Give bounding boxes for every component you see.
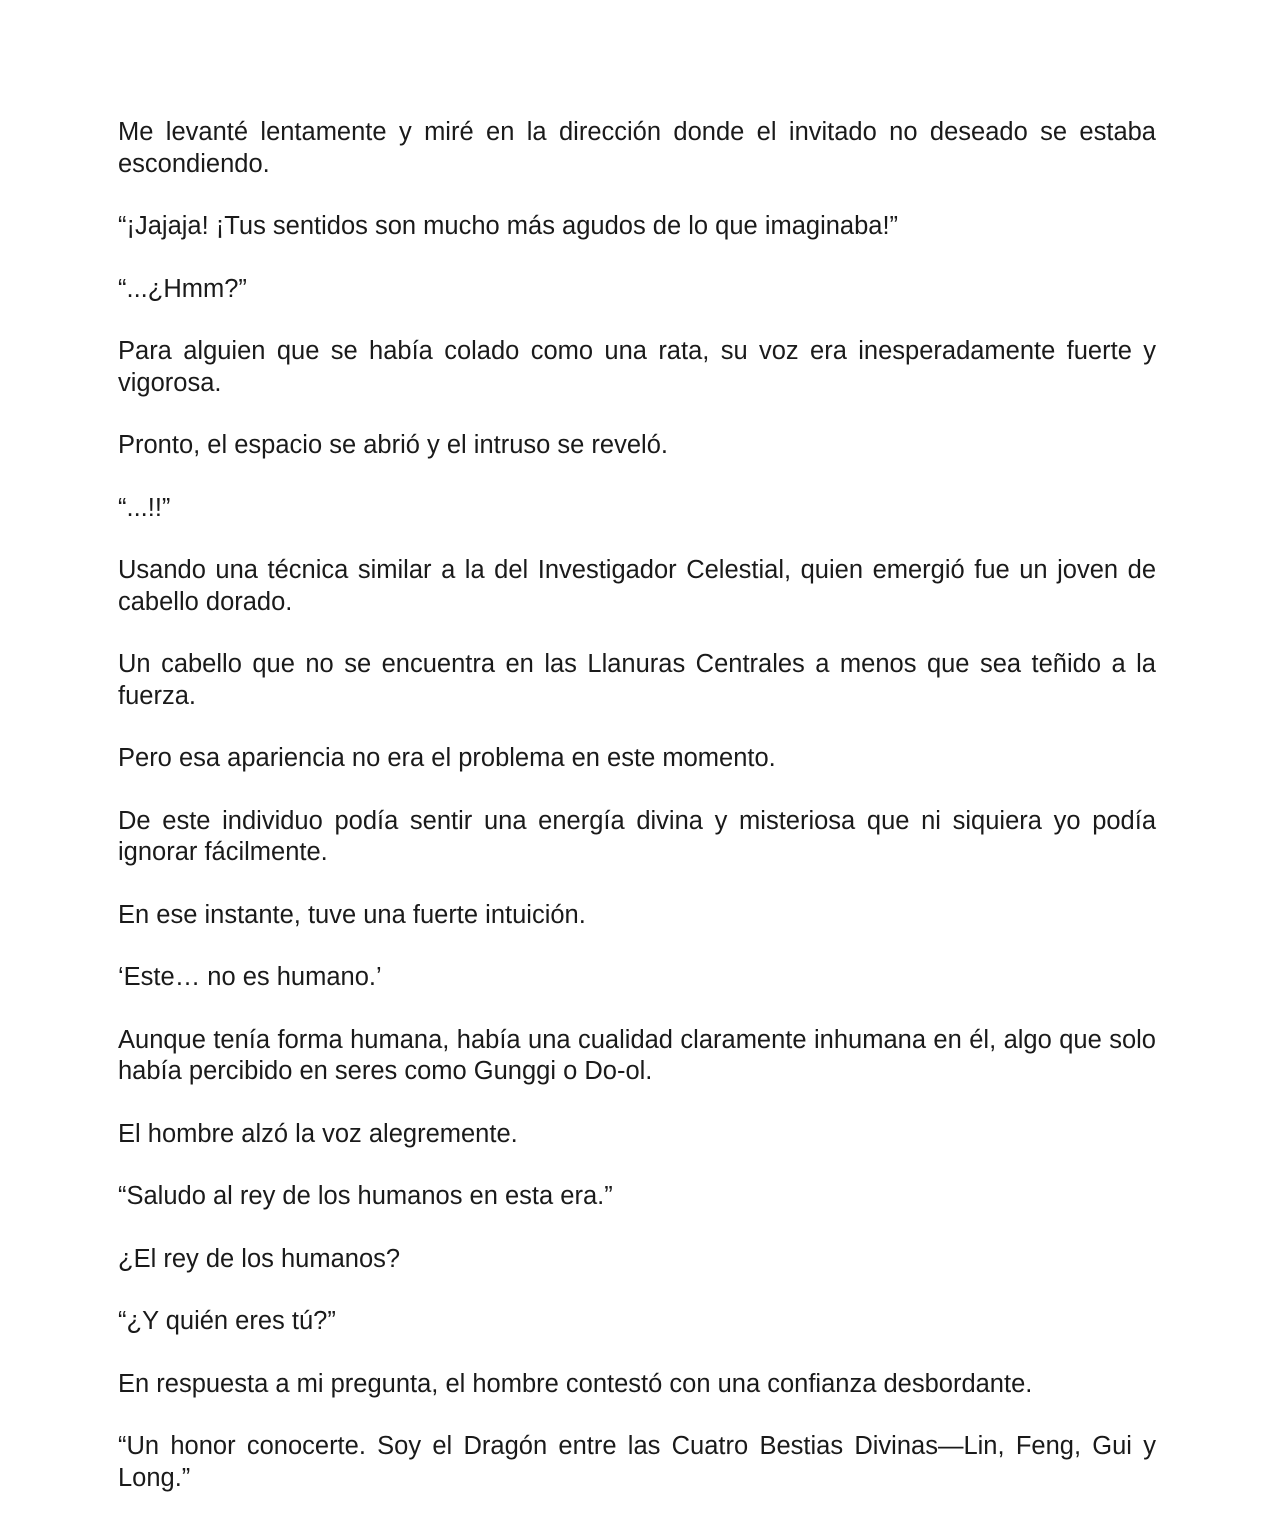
paragraph: Un cabello que no se encuentra en las Llanuras Centrales a menos que sea teñido a la fuerza. [118,650,1156,710]
paragraph: Usando una técnica similar a la del Investigador Celestial, quien emergió fue un joven de cabello dorado. [118,556,1156,616]
dialogue-paragraph: “¡Jajaja! ¡Tus sentidos son mucho más agudos de lo que imaginaba!” [118,212,899,240]
dialogue-paragraph: “...!!” [118,493,171,522]
paragraph: Para alguien que se había colado como una rata, su voz era inesperadamente fuerte y vigorosa. [118,337,1156,397]
dialogue-paragraph: “...¿Hmm?” [118,274,247,303]
thought-paragraph: ‘Este… no es humano.’ [118,963,382,991]
paragraph: El hombre alzó la voz alegremente. [118,1119,518,1148]
dialogue-paragraph: “Un honor conocerte. Soy el Dragón entre las Cuatro Bestias Divinas—Lin, Feng, Gui y Long.” [118,1432,1156,1492]
paragraph: Pero esa apariencia no era el problema en este momento. [118,744,776,772]
paragraph: Me levanté lentamente y miré en la dirección donde el invitado no deseado se estaba escondiendo. [118,118,1156,178]
paragraph: De este individuo podía sentir una energía divina y misteriosa que ni siquiera yo podía ignorar fácilmente. [118,806,1156,866]
paragraph: En respuesta a mi pregunta, el hombre contestó con una confianza desbordante. [118,1369,1033,1398]
paragraph: Aunque tenía forma humana, había una cualidad claramente inhumana en él, algo que solo había percibido en seres como Gunggi o Do-ol. [118,1025,1156,1085]
paragraph: En ese instante, tuve una fuerte intuición. [118,900,586,929]
document-page [118,117,1156,1494]
dialogue-paragraph: “¿Y quién eres tú?” [118,1307,336,1335]
dialogue-paragraph: “Saludo al rey de los humanos en esta era.” [118,1182,613,1210]
paragraph: Pronto, el espacio se abrió y el intruso se reveló. [118,431,668,459]
paragraph: ¿El rey de los humanos? [118,1244,401,1273]
